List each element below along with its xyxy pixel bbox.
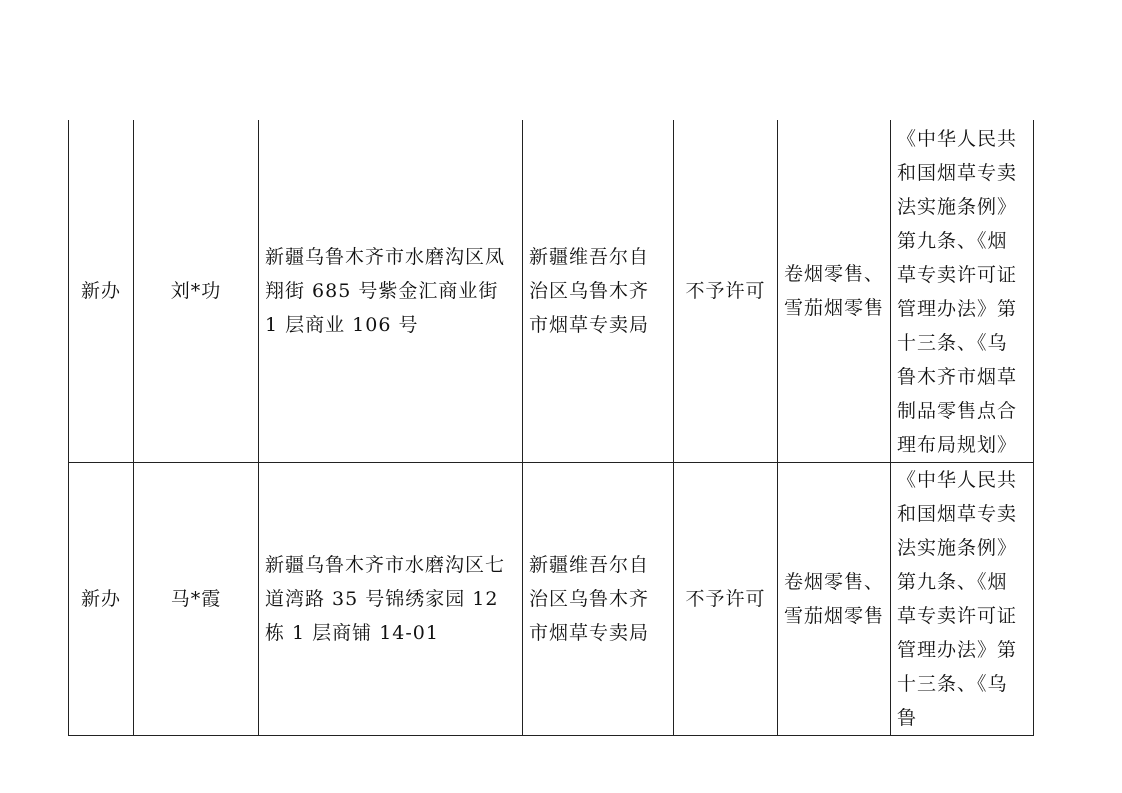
table-row <box>69 120 1034 463</box>
decision-cell: 不予许可 <box>674 120 778 463</box>
business-scope-cell: 卷烟零售、雪茄烟零售 <box>778 120 891 463</box>
issuing-authority-cell: 新疆维吾尔自治区乌鲁木齐市烟草专卖局 <box>523 463 674 736</box>
decision-cell: 不予许可 <box>674 463 778 736</box>
business-address-cell: 新疆乌鲁木齐市水磨沟区七道湾路 35 号锦绣家园 12 栋 1 层商铺 14-01 <box>259 463 523 736</box>
permit-decision-table <box>68 120 1034 736</box>
legal-basis-cell: 《中华人民共和国烟草专卖法实施条例》第九条、《烟草专卖许可证管理办法》第十三条、《乌鲁 <box>891 463 1034 736</box>
application-type-cell: 新办 <box>69 463 134 736</box>
business-scope-cell: 卷烟零售、雪茄烟零售 <box>778 463 891 736</box>
application-type-cell: 新办 <box>69 120 134 463</box>
table-row <box>69 463 1034 736</box>
applicant-name-cell: 刘*功 <box>134 120 259 463</box>
legal-basis-cell: 《中华人民共和国烟草专卖法实施条例》第九条、《烟草专卖许可证管理办法》第十三条、《乌鲁木齐市烟草制品零售点合理布局规划》 <box>891 120 1034 463</box>
issuing-authority-cell: 新疆维吾尔自治区乌鲁木齐市烟草专卖局 <box>523 120 674 463</box>
applicant-name-cell: 马*霞 <box>134 463 259 736</box>
business-address-cell: 新疆乌鲁木齐市水磨沟区凤翔街 685 号紫金汇商业街 1 层商业 106 号 <box>259 120 523 463</box>
